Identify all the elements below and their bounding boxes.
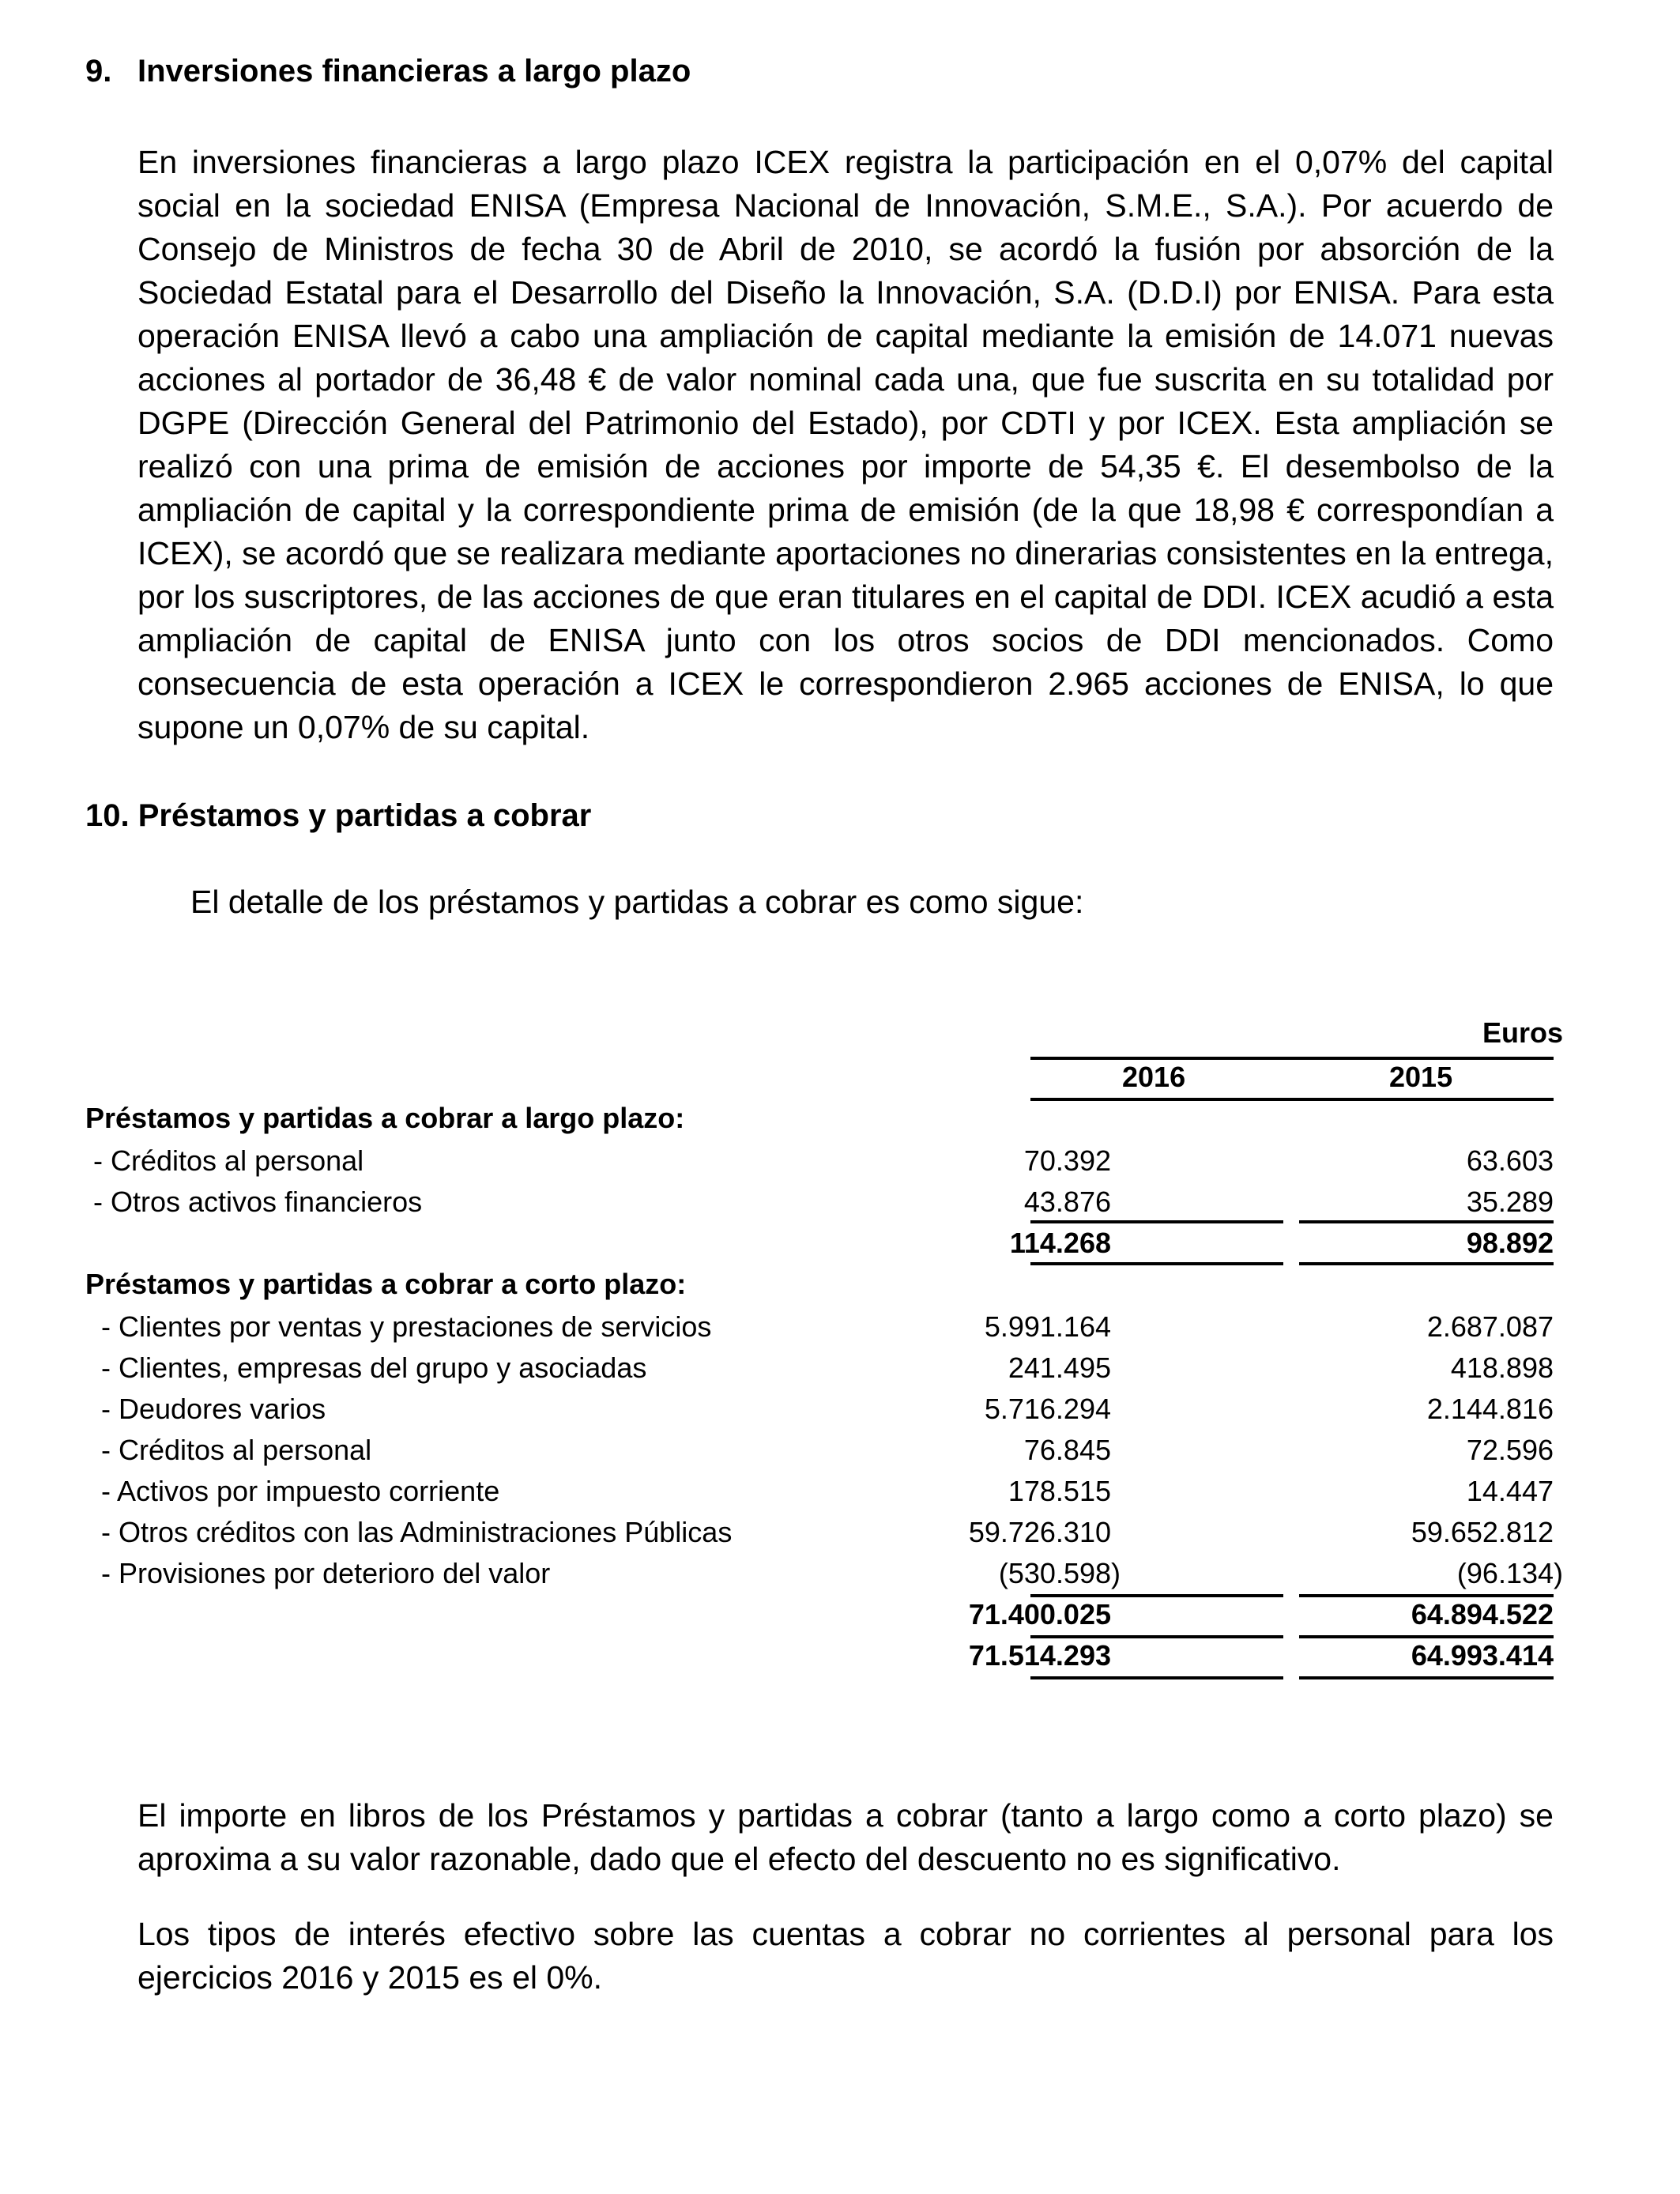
table-row-value-2016: 178.515 <box>1008 1475 1111 1507</box>
section-10-heading <box>85 798 591 834</box>
subtotal-bottom-rule-2015 <box>1299 1262 1554 1265</box>
section-10-intro: El detalle de los préstamos y partidas a cobrar es como sigue: <box>190 884 1084 920</box>
table-row-label: - Otros activos financieros <box>93 1186 423 1218</box>
table-row-value-2015: 35.289 <box>1466 1186 1554 1218</box>
table-row-value-2015: 2.144.816 <box>1426 1393 1554 1425</box>
subtotal-rule-2015 <box>1299 1220 1554 1223</box>
table-row-value-2015: 418.898 <box>1450 1351 1554 1384</box>
unit-label: Euros <box>1482 1016 1563 1049</box>
long-term-subtotal-2015: 98.892 <box>1466 1227 1554 1259</box>
section-10-number: 10. <box>85 798 130 833</box>
header-bottom-rule <box>1030 1098 1554 1101</box>
year-2016-header: 2016 <box>1122 1061 1186 1093</box>
long-term-heading: Préstamos y partidas a cobrar a largo plazo: <box>85 1102 685 1134</box>
table-row-value-2015: 72.596 <box>1466 1434 1554 1466</box>
total-bottom-rule-2016 <box>1030 1676 1283 1679</box>
year-2015-header: 2015 <box>1389 1061 1453 1093</box>
table-row-value-2015: 14.447 <box>1466 1475 1554 1507</box>
section-9-heading <box>85 54 691 89</box>
table-row-value-2016: 43.876 <box>1023 1186 1111 1218</box>
table-row-label: - Provisiones por deterioro del valor <box>101 1557 551 1589</box>
interest-rate-paragraph: Los tipos de interés efectivo sobre las cuentas a cobrar no corrientes al personal para los ejercicios 2016 y 2015 es el 0%. <box>137 1916 1554 1996</box>
grand-total-2015: 64.993.414 <box>1411 1639 1554 1672</box>
total-bottom-rule-2015 <box>1299 1676 1554 1679</box>
table-row-value-2016: 5.716.294 <box>984 1393 1111 1425</box>
table-row-value-2015: 63.603 <box>1466 1144 1554 1177</box>
short-term-subtotal-2016: 71.400.025 <box>968 1598 1111 1630</box>
table-row-label: - Deudores varios <box>101 1393 326 1425</box>
section-9-number: 9. <box>85 54 112 89</box>
table-row-value-2015: 2.687.087 <box>1426 1310 1554 1343</box>
fair-value-paragraph: El importe en libros de los Préstamos y partidas a cobrar (tanto a largo como a corto plazo) se aproxima a su valor razonable, dado que el efecto del descuento no es significativo. <box>137 1797 1554 1877</box>
table-row-label: - Créditos al personal <box>93 1144 364 1177</box>
table-row-label: - Clientes por ventas y prestaciones de servicios <box>101 1310 712 1343</box>
table-row-value-2016: 59.726.310 <box>968 1516 1111 1548</box>
table-row-value-2016: (530.598) <box>998 1557 1121 1589</box>
short-term-heading: Préstamos y partidas a cobrar a corto plazo: <box>85 1268 687 1300</box>
short-term-subtotal-2015: 64.894.522 <box>1411 1598 1554 1630</box>
table-row-label: - Activos por impuesto corriente <box>101 1475 500 1507</box>
section-9-paragraph: En inversiones financieras a largo plazo ICEX registra la participación en el 0,07% del capital social en la sociedad ENISA (Empresa Nacional de Innovación, S.M.E., S.A.). Por acuerdo de Consejo de Ministros de fecha 30 de Abril de 2010, se acordó la fusión por absorción de la Sociedad Estatal para el Desarrollo del Diseño la Innovación, S.A. (D.D.I) por ENISA. Para esta operación ENISA llevó a cabo una ampliación de capital mediante la emisión de 14.071 nuevas acciones al portador de 36,48 € de valor nominal cada una, que fue suscrita en su totalidad por DGPE (Dirección General del Patrimonio del Estado), por CDTI y por ICEX. Esta ampliación se realizó con una prima de emisión de acciones por importe de 54,35 €. El desembolso de la ampliación de capital y la correspondiente prima de emisión (de la que 18,98 € correspondían a ICEX), se acordó que se realizara mediante aportaciones no dinerarias consistentes en la entrega, por los suscriptores, de las acciones de que eran titulares en el capital de DDI. ICEX acudió a esta ampliación de capital de ENISA junto con los otros socios de DDI mencionados. Como consecuencia de esta operación a ICEX le correspondieron 2.965 acciones de ENISA, lo que supone un 0,07% de su capital. <box>137 144 1554 745</box>
table-row-value-2015: 59.652.812 <box>1411 1516 1554 1548</box>
table-row-label: - Otros créditos con las Administraciones Públicas <box>101 1516 733 1548</box>
table-row-value-2016: 5.991.164 <box>984 1310 1111 1343</box>
table-row-value-2016: 241.495 <box>1008 1351 1111 1384</box>
table-row-label: - Créditos al personal <box>101 1434 372 1466</box>
section-10-title: Préstamos y partidas a cobrar <box>137 798 592 833</box>
long-term-subtotal-2016: 114.268 <box>1009 1227 1111 1259</box>
subtotal-bottom-rule-2016 <box>1030 1262 1283 1265</box>
table-row-value-2016: 70.392 <box>1023 1144 1111 1177</box>
grand-total-2016: 71.514.293 <box>968 1639 1111 1672</box>
header-rule <box>1030 1057 1554 1060</box>
table-row-value-2016: 76.845 <box>1023 1434 1111 1466</box>
table-row-value-2015: (96.134) <box>1456 1557 1563 1589</box>
section-9-title: Inversiones financieras a largo plazo <box>137 54 691 89</box>
subtotal-rule-2016 <box>1030 1220 1283 1223</box>
table-row-label: - Clientes, empresas del grupo y asociadas <box>101 1351 647 1384</box>
